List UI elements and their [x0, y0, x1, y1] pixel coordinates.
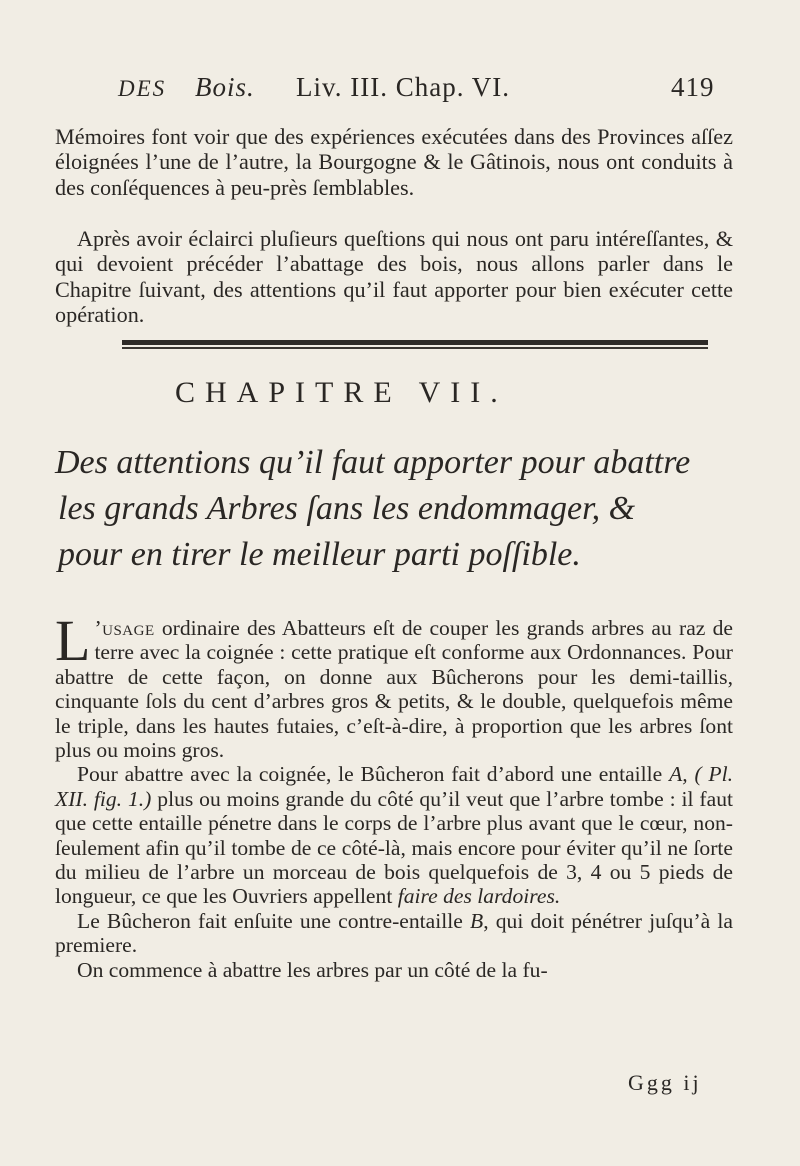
subtitle-line-1: Des attentions qu’il faut apporter pour abattre	[55, 444, 691, 481]
plate-reference: A, ( Pl. XII. fig. 1.)	[55, 762, 734, 811]
term-lardoires: faire des lardoires.	[397, 884, 561, 909]
subtitle-line-2: les grands Arbres ſans les endommager, &	[58, 490, 636, 527]
signature-mark: Ggg ij	[628, 1070, 702, 1095]
chapter-subtitle	[55, 440, 735, 578]
paragraph-continued: Mémoires font voir que des expériences exécutées dans des Provinces aſſez éloignées l’une de l’autre, la Bourgogne & le Gâtinois, nous ont conduits à des conſéquences à peu-près ſemblables.	[55, 124, 733, 200]
chapter-title: CHAPITRE VII.	[175, 376, 508, 409]
drop-cap: L	[55, 608, 91, 673]
body-paragraph-4: On commence à abattre les arbres par un côté de la fu-	[77, 957, 548, 982]
chapter-body	[55, 608, 734, 982]
paragraph-closing: Après avoir éclairci pluſieurs queſtions qui nous ont paru intéreſſantes, & qui devoient précéder l’abattage des bois, nous allons parler dans le Chapitre ſuivant, des attentions qu’il faut apporter pour bien exécuter cette opération.	[55, 226, 733, 327]
figure-reference-b: B	[470, 908, 484, 933]
subtitle-line-3: pour en tirer le meilleur parti poſſible.	[58, 536, 581, 573]
body-paragraph-3-text-a: Le Bûcheron fait enſuite une contre-entaille	[77, 908, 470, 933]
divider-thick-line	[122, 340, 708, 345]
running-head	[118, 70, 728, 110]
chapter-divider-rule	[122, 340, 708, 350]
running-head-des: DES	[118, 76, 167, 101]
running-head-chapter: Liv. III. Chap. VI.	[296, 72, 510, 102]
divider-thin-line	[122, 347, 708, 349]
body-paragraph-1-text: ordinaire des Abatteurs eſt de couper les grands arbres au raz de terre avec la coignée : cette pratique eſt conforme aux Ordonnances. Pour abattre de cette façon, on donne aux Bûcherons pour les demi-taillis, cinquante ſols du cent d’arbres gros & petits, & le double, quelquefois même le triple, dans les hautes futaies, c’eſt-à-dire, à proportion que les arbres ſont plus ou moins gros.	[55, 616, 733, 763]
body-paragraph-3	[55, 909, 733, 958]
opening-smallcaps: ’usage	[94, 616, 155, 640]
body-paragraph-2-text-b: plus ou moins grande du côté qu’il veut que l’arbre tombe : il faut que cette entaille pénetre dans le corps de l’arbre plus avant que le cœur, non-ſeulement afin qu’il tombe de ce côté-là, mais encore pour éviter qu’il ne ſorte du milieu de l’arbre un morceau de bois quelquefois de 3, 4 ou 5 pieds de longueur, ce que les Ouvriers appellent	[55, 786, 733, 909]
page-number: 419	[671, 72, 715, 102]
body-paragraph-1	[55, 608, 733, 763]
body-paragraph-3-text-b: , qui doit pénétrer juſqu’à la premiere.	[55, 908, 733, 958]
running-head-bois: Bois.	[195, 72, 255, 102]
body-paragraph-2	[55, 762, 733, 908]
body-paragraph-2-text-a: Pour abattre avec la coignée, le Bûcheron fait d’abord une entaille	[77, 762, 670, 787]
